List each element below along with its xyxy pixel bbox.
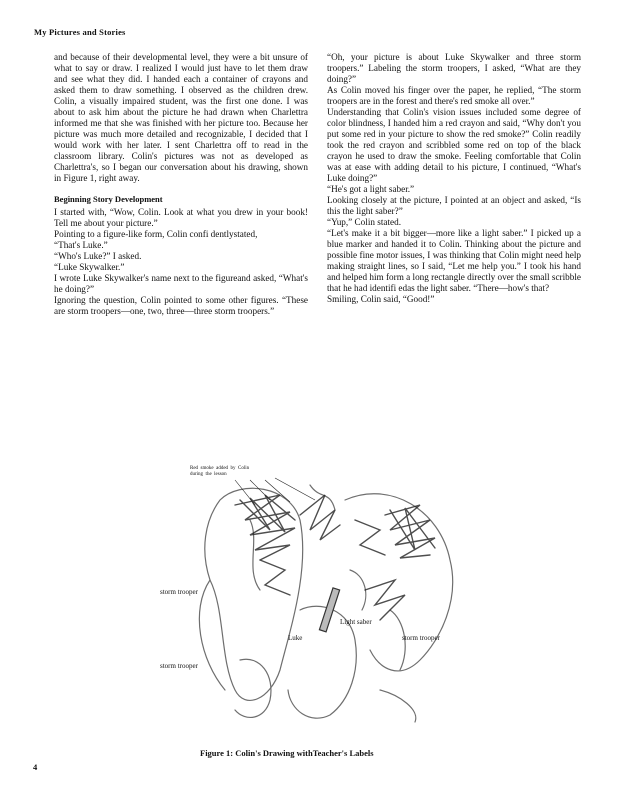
label-storm-trooper: storm trooper bbox=[402, 634, 440, 642]
left-column bbox=[54, 52, 308, 317]
paragraph: “Oh, your picture is about Luke Skywalker and three storm troopers.” Labeling the storm troopers, I asked, “What are they doing?” bbox=[327, 52, 581, 84]
running-header: My Pictures and Stories bbox=[34, 27, 126, 37]
crayon-drawing bbox=[150, 460, 470, 730]
paragraph: “Luke Skywalker.” bbox=[54, 262, 125, 272]
paragraph: “Yup,” Colin stated. bbox=[327, 217, 401, 227]
paragraph: Smiling, Colin said, “Good!” bbox=[327, 294, 435, 304]
label-luke: Luke bbox=[288, 634, 303, 642]
figure-colins-drawing bbox=[150, 460, 470, 730]
paragraph: I wrote Luke Skywalker's name next to the figureand asked, “What's he doing?” bbox=[54, 273, 308, 294]
section-heading: Beginning Story Development bbox=[54, 194, 163, 204]
label-storm-trooper: storm trooper bbox=[160, 662, 198, 670]
page-number: 4 bbox=[33, 762, 38, 772]
figure-caption: Figure 1: Colin's Drawing withTeacher's Labels bbox=[200, 748, 374, 758]
paragraph: “He's got a light saber.” bbox=[327, 184, 415, 194]
paragraph: “Let's make it a bit bigger—more like a light saber.” I picked up a blue marker and handed it to Colin. Thinking about the picture and possible fine motor issues, I was thinking that Colin might need help making straight lines, so I said, “Let me help you.” I took his hand and helped him form a long rectangle directly over the small scribble that he had identifi edas the light saber. “There—how's that? bbox=[327, 228, 581, 293]
label-storm-trooper: storm trooper bbox=[160, 588, 198, 596]
paragraph: “Who's Luke?” I asked. bbox=[54, 251, 142, 261]
paragraph: As Colin moved his finger over the paper, he replied, “The storm troopers are in the forest and there's red smoke all over.” bbox=[327, 85, 581, 106]
paragraph: I started with, “Wow, Colin. Look at what you drew in your book! Tell me about your picture.” bbox=[54, 207, 308, 228]
red-smoke-note: Red smoke added by Colin during the lesson bbox=[190, 466, 250, 477]
label-light-saber: Light saber bbox=[340, 618, 372, 626]
paragraph: Understanding that Colin's vision issues included some degree of color blindness, I handed him a red crayon and said, “Why don't you put some red in your picture to show the red smoke?” Colin readily took the red crayon and scribbled some red on top of the black crayon he used to draw the smoke. Feeling comfortable that Colin was at ease with adding detail to his picture, I continued, “What's Luke doing?” bbox=[327, 107, 581, 183]
right-column bbox=[327, 52, 581, 305]
paragraph: Looking closely at the picture, I pointed at an object and asked, “Is this the light saber?” bbox=[327, 195, 581, 216]
paragraph: Pointing to a figure-like form, Colin confi dentlystated, bbox=[54, 229, 258, 239]
paragraph: and because of their developmental level, they were a bit unsure of what to say or draw. I realized I would just have to let them draw and see what they did. I handed each a container of crayons and asked them to draw something. I observed as the children drew. Colin, a visually impaired student, was the first one done. I was about to ask him about the picture he had drawn when Charlettra informed me that she was finished with her picture too. Because her picture was much more detailed and recognizable, I decided that I would work with her later. I sent Charlettra off to read in the classroom library. Colin's pictures was not as developed as Charlettra's, so I began our conversation about his drawing, shown in Figure 1, right away. bbox=[54, 52, 308, 183]
paragraph: “That's Luke.” bbox=[54, 240, 108, 250]
paragraph: Ignoring the question, Colin pointed to some other figures. “These are storm troopers—one, two, three—three storm troopers.” bbox=[54, 295, 308, 316]
